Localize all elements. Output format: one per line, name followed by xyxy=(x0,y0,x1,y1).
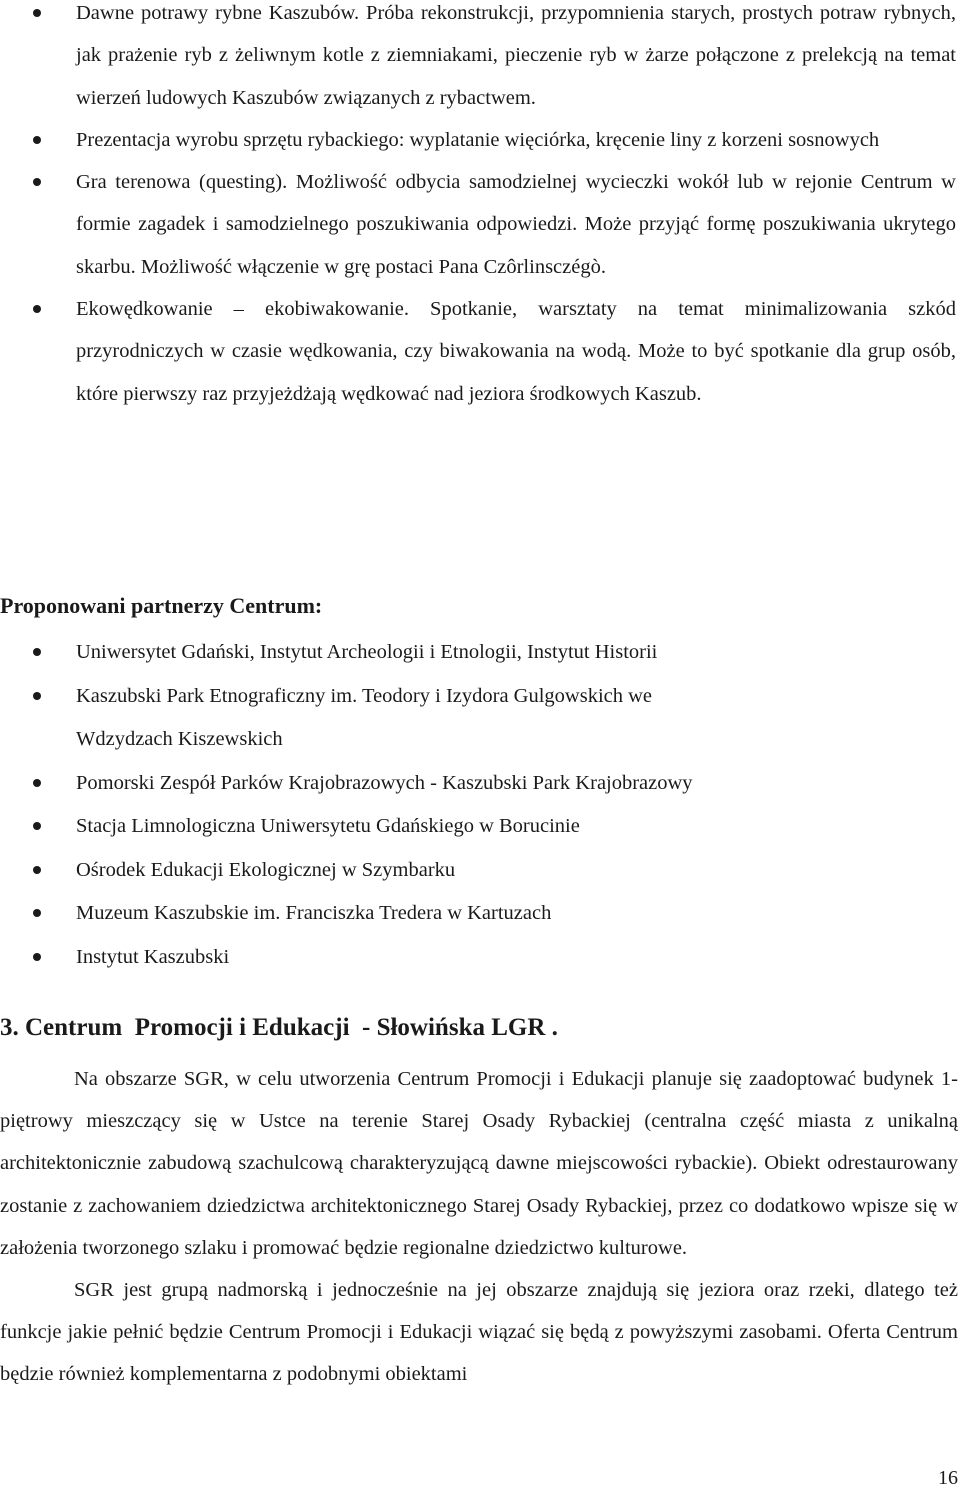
list-item-text: Ośrodek Edukacji Ekologicznej w Szymbarku xyxy=(76,858,456,881)
list-item-text: Instytut Kaszubski xyxy=(76,945,230,968)
partners-list xyxy=(0,631,958,979)
bullet-icon xyxy=(33,692,41,700)
bullet-icon xyxy=(33,779,41,787)
activities-list xyxy=(0,0,958,415)
list-item xyxy=(0,762,958,806)
list-item xyxy=(0,288,958,415)
list-item xyxy=(0,805,958,849)
list-item xyxy=(0,849,958,893)
paragraph: SGR jest grupą nadmorską i jednocześnie na jej obszarze znajdują się jeziora oraz rzeki, dlatego też funkcje jakie pełnić będzie Centrum Promocji i Edukacji wiązać się będą z powyższymi zasobami. Oferta Centrum będzie również komplementarna z podobnymi obiektami xyxy=(0,1279,958,1386)
list-item-text: Muzeum Kaszubskie im. Franciszka Tredera w Kartuzach xyxy=(76,902,552,924)
bullet-icon xyxy=(33,648,41,656)
bullet-icon xyxy=(33,909,41,917)
bullet-icon xyxy=(33,178,41,186)
list-item-text: Dawne potrawy rybne Kaszubów. Próba rekonstrukcji, przypomnienia starych, prostych potraw rybnych, jak prażenie ryb z żeliwnym kotle z ziemniakami, pieczenie ryb w żarze połączone z prelekcją na temat wierzeń ludowych Kaszubów związanych z rybactwem. xyxy=(76,2,956,109)
list-item-text: Ekowędkowanie – ekobiwakowanie. Spotkanie, warsztaty na temat minimalizowania szkód przyrodniczych w czasie wędkowania, czy biwakowania na wodą. Może to być spotkanie dla grup osób, które pierwszy raz przyjeżdżają wędkować nad jeziora środkowych Kaszub. xyxy=(76,298,956,405)
list-item xyxy=(0,675,958,762)
list-item-text: Stacja Limnologiczna Uniwersytetu Gdańskiego w Borucinie xyxy=(76,815,580,837)
bullet-icon xyxy=(33,136,41,144)
bullet-icon xyxy=(33,822,41,830)
bullet-icon xyxy=(33,9,41,17)
list-item xyxy=(0,892,958,936)
list-item xyxy=(0,936,958,980)
section-heading: 3. Centrum Promocji i Edukacji - Słowińska LGR . xyxy=(0,1014,558,1041)
list-item-text: Uniwersytet Gdański, Instytut Archeologii i Etnologii, Instytut Historii xyxy=(76,641,658,663)
list-item xyxy=(0,161,958,288)
partners-heading: Proponowani partnerzy Centrum: xyxy=(0,593,323,618)
bullet-icon xyxy=(33,305,41,313)
list-item-text: Gra terenowa (questing). Możliwość odbycia samodzielnej wycieczki wokół lub w rejonie Centrum w formie zagadek i samodzielnego poszukiwania odpowiedzi. Może przyjąć formę poszukiwania ukrytego skarbu. Możliwość włączenie w grę postaci Pana Czôrlinsczégò. xyxy=(76,171,956,278)
paragraph: Na obszarze SGR, w celu utworzenia Centrum Promocji i Edukacji planuje się zaadoptować budynek 1-piętrowy mieszczący się w Ustce na terenie Starej Osady Rybackiej (centralna część miasta z unikalną architektonicznie zabudową szachulcową charakteryzującą dawne miejscowości rybackie). Obiekt odrestaurowany zostanie z zachowaniem dziedzictwa architektonicznego Starej Osady Rybackiej, przez co dodatkowo wpisze się w założenia tworzonego szlaku i promować będzie regionalne dziedzictwo kulturowe. xyxy=(0,1068,958,1259)
list-item-text: Kaszubski Park Etnograficzny im. Teodory i Izydora Gulgowskich we Wdzydzach Kiszewskich xyxy=(76,684,653,750)
list-item xyxy=(0,0,958,119)
list-item xyxy=(0,631,958,675)
list-item xyxy=(0,119,958,161)
bullet-icon xyxy=(33,866,41,874)
section-body xyxy=(0,1058,958,1396)
bullet-icon xyxy=(33,953,41,961)
page-number: 16 xyxy=(938,1467,958,1489)
list-item-text: Pomorski Zespół Parków Krajobrazowych - Kaszubski Park Krajobrazowy xyxy=(76,771,693,794)
list-item-text: Prezentacja wyrobu sprzętu rybackiego: wyplatanie więciórka, kręcenie liny z korzeni sosnowych xyxy=(76,128,880,151)
